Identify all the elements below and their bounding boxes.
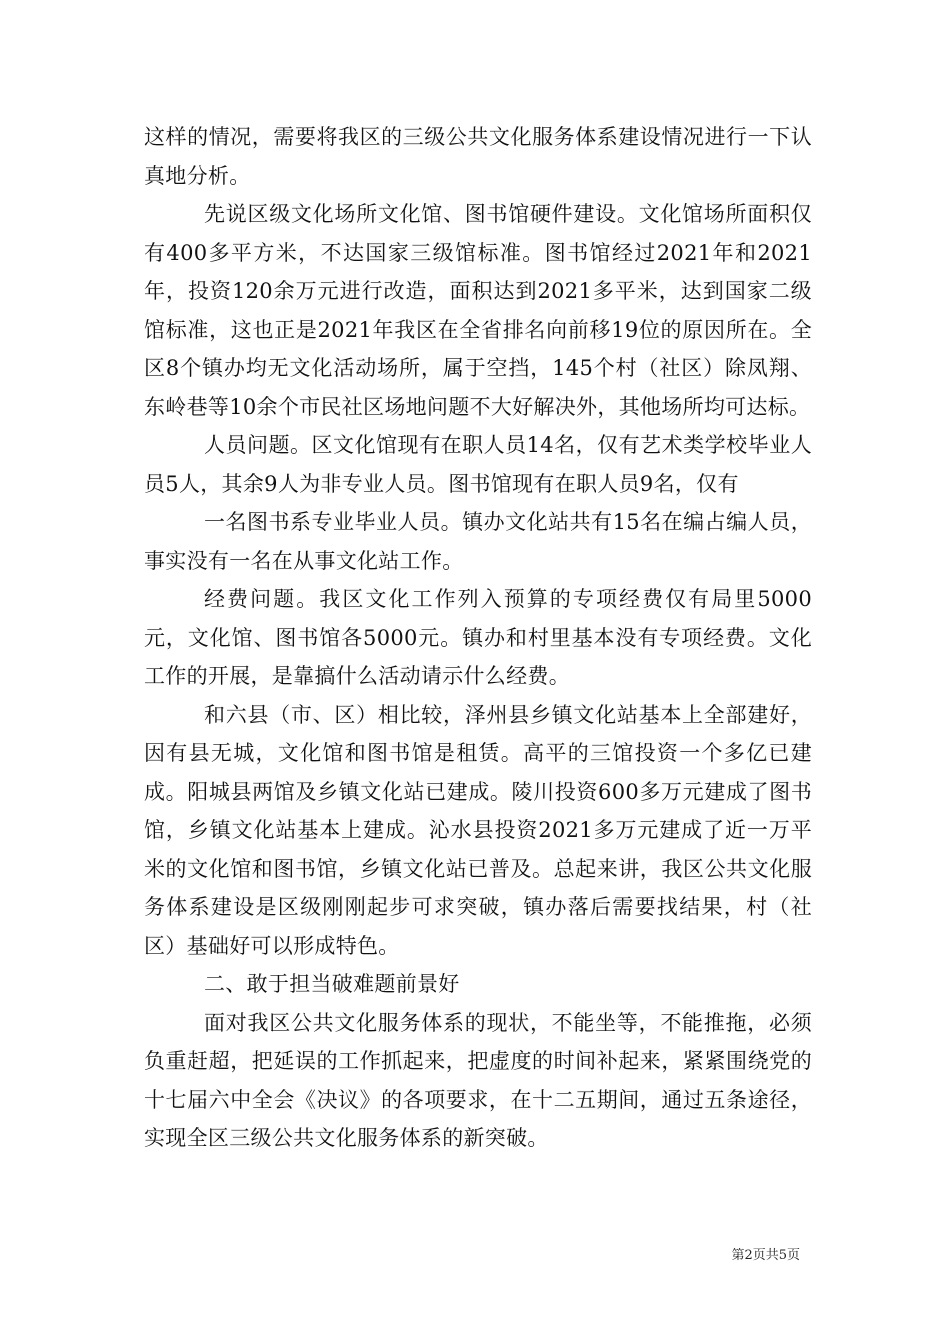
page-number: 第2页共5页: [731, 1248, 800, 1263]
paragraph-staffing: 人员问题。区文化馆现有在职人员14名，仅有艺术类学校毕业人员5人，其余9人为非专业人员。图书馆现有在职人员9名，仅有: [144, 433, 812, 496]
paragraph-analysis-intro: 这样的情况，需要将我区的三级公共文化服务体系建设情况进行一下认真地分析。: [144, 125, 812, 188]
paragraph-district-facilities: 先说区级文化场所文化馆、图书馆硬件建设。文化馆场所面积仅有400多平方米，不达国家三级馆标准。图书馆经过2021年和2021年，投资120余万元进行改造，面积达到2021多平米，达到国家二级馆标准，这也正是2021年我区在全省排名向前移19位的原因所在。全区8个镇办均无文化活动场所，属于空挡，145个村（社区）除凤翔、东岭巷等10余个市民社区场地问题不大好解决外，其他场所均可达标。: [144, 202, 812, 419]
paragraph-staffing-continued: 一名图书系专业毕业人员。镇办文化站共有15名在编占编人员，事实没有一名在从事文化站工作。: [144, 510, 812, 573]
document-body: [144, 118, 812, 1158]
paragraph-county-comparison: 和六县（市、区）相比较，泽州县乡镇文化站基本上全部建好，因有县无城，文化馆和图书馆是租赁。高平的三馆投资一个多亿已建成。阳城县两馆及乡镇文化站已建成。陵川投资600多万元建成了图书馆，乡镇文化站基本上建成。沁水县投资2021多万元建成了近一万平米的文化馆和图书馆，乡镇文化站已普及。总起来讲，我区公共文化服务体系建设是区级刚刚起步可求突破，镇办落后需要找结果，村（社区）基础好可以形成特色。: [144, 702, 812, 958]
paragraph-funding: 经费问题。我区文化工作列入预算的专项经费仅有局里5000元，文化馆、图书馆各5000元。镇办和村里基本没有专项经费。文化工作的开展，是靠搞什么活动请示什么经费。: [144, 587, 812, 688]
section-heading-2: 二、敢于担当破难题前景好: [204, 972, 460, 996]
paragraph-approach: 面对我区公共文化服务体系的现状，不能坐等，不能推拖，必须负重赶超，把延误的工作抓起来，把虚度的时间补起来，紧紧围绕党的十七届六中全会《决议》的各项要求，在十二五期间，通过五条途径，实现全区三级公共文化服务体系的新突破。: [144, 1010, 812, 1150]
